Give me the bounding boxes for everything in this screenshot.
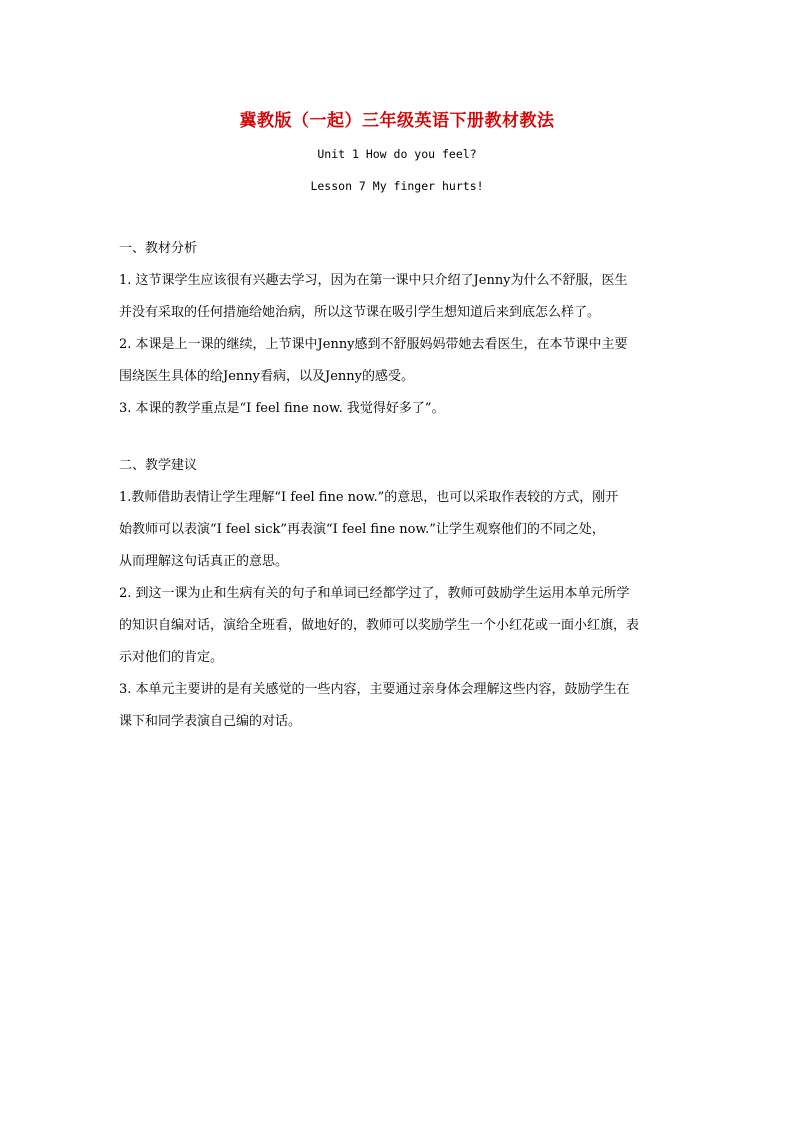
paragraph-line: 3. 本单元主要讲的是有关感觉的一些内容，主要通过亲身体会理解这些内容，鼓励学生在 [119,682,630,697]
paragraph-line: 围绕医生具体的给Jenny看病，以及Jenny的感受。 [119,369,414,384]
section-teaching-suggestions [119,450,679,738]
paragraph-line: 2. 到这一课为止和生病有关的句子和单词已经都学过了，教师可鼓励学生运用本单元所学 [119,586,630,601]
paragraph-line: 示对他们的肯定。 [119,650,224,665]
unit-title: Unit 1 How do you feel? [317,147,477,161]
paragraph-line: 1. 这节课学生应该很有兴趣去学习，因为在第一课中只介绍了Jenny为什么不舒服，医生 [119,273,628,288]
paragraph-line: 2. 本课是上一课的继续，上节课中Jenny感到不舒服妈妈带她去看医生，在本节课中主要 [119,337,628,352]
paragraph-line: 并没有采取的任何措施给她治病，所以这节课在吸引学生想知道后来到底怎么样了。 [119,305,601,320]
paragraph-line: 的知识自编对话，演给全班看，做地好的，教师可以奖励学生一个小红花或一面小红旗，表 [119,618,640,633]
section-heading: 一、教材分析 [119,241,198,256]
lesson-title: Lesson 7 My finger hurts! [310,179,484,193]
document-title: 冀教版（一起）三年级英语下册教材教法 [239,111,555,131]
paragraph-line: 课下和同学表演自己编的对话。 [119,714,302,729]
paragraph-line: 1.教师借助表情让学生理解“I feel fine now.”的意思，也可以采取作表较的方式，刚开 [119,490,619,505]
paragraph-line: 始教师可以表演“I feel sick”再表演“I feel fine now.”让学生观察他们的不同之处， [119,522,605,537]
paragraph-line: 从而理解这句话真正的意思。 [119,554,289,569]
section-textbook-analysis [119,233,679,425]
section-heading: 二、教学建议 [119,458,198,473]
paragraph-line: 3. 本课的教学重点是“I feel fine now. 我觉得好多了”。 [119,401,445,416]
